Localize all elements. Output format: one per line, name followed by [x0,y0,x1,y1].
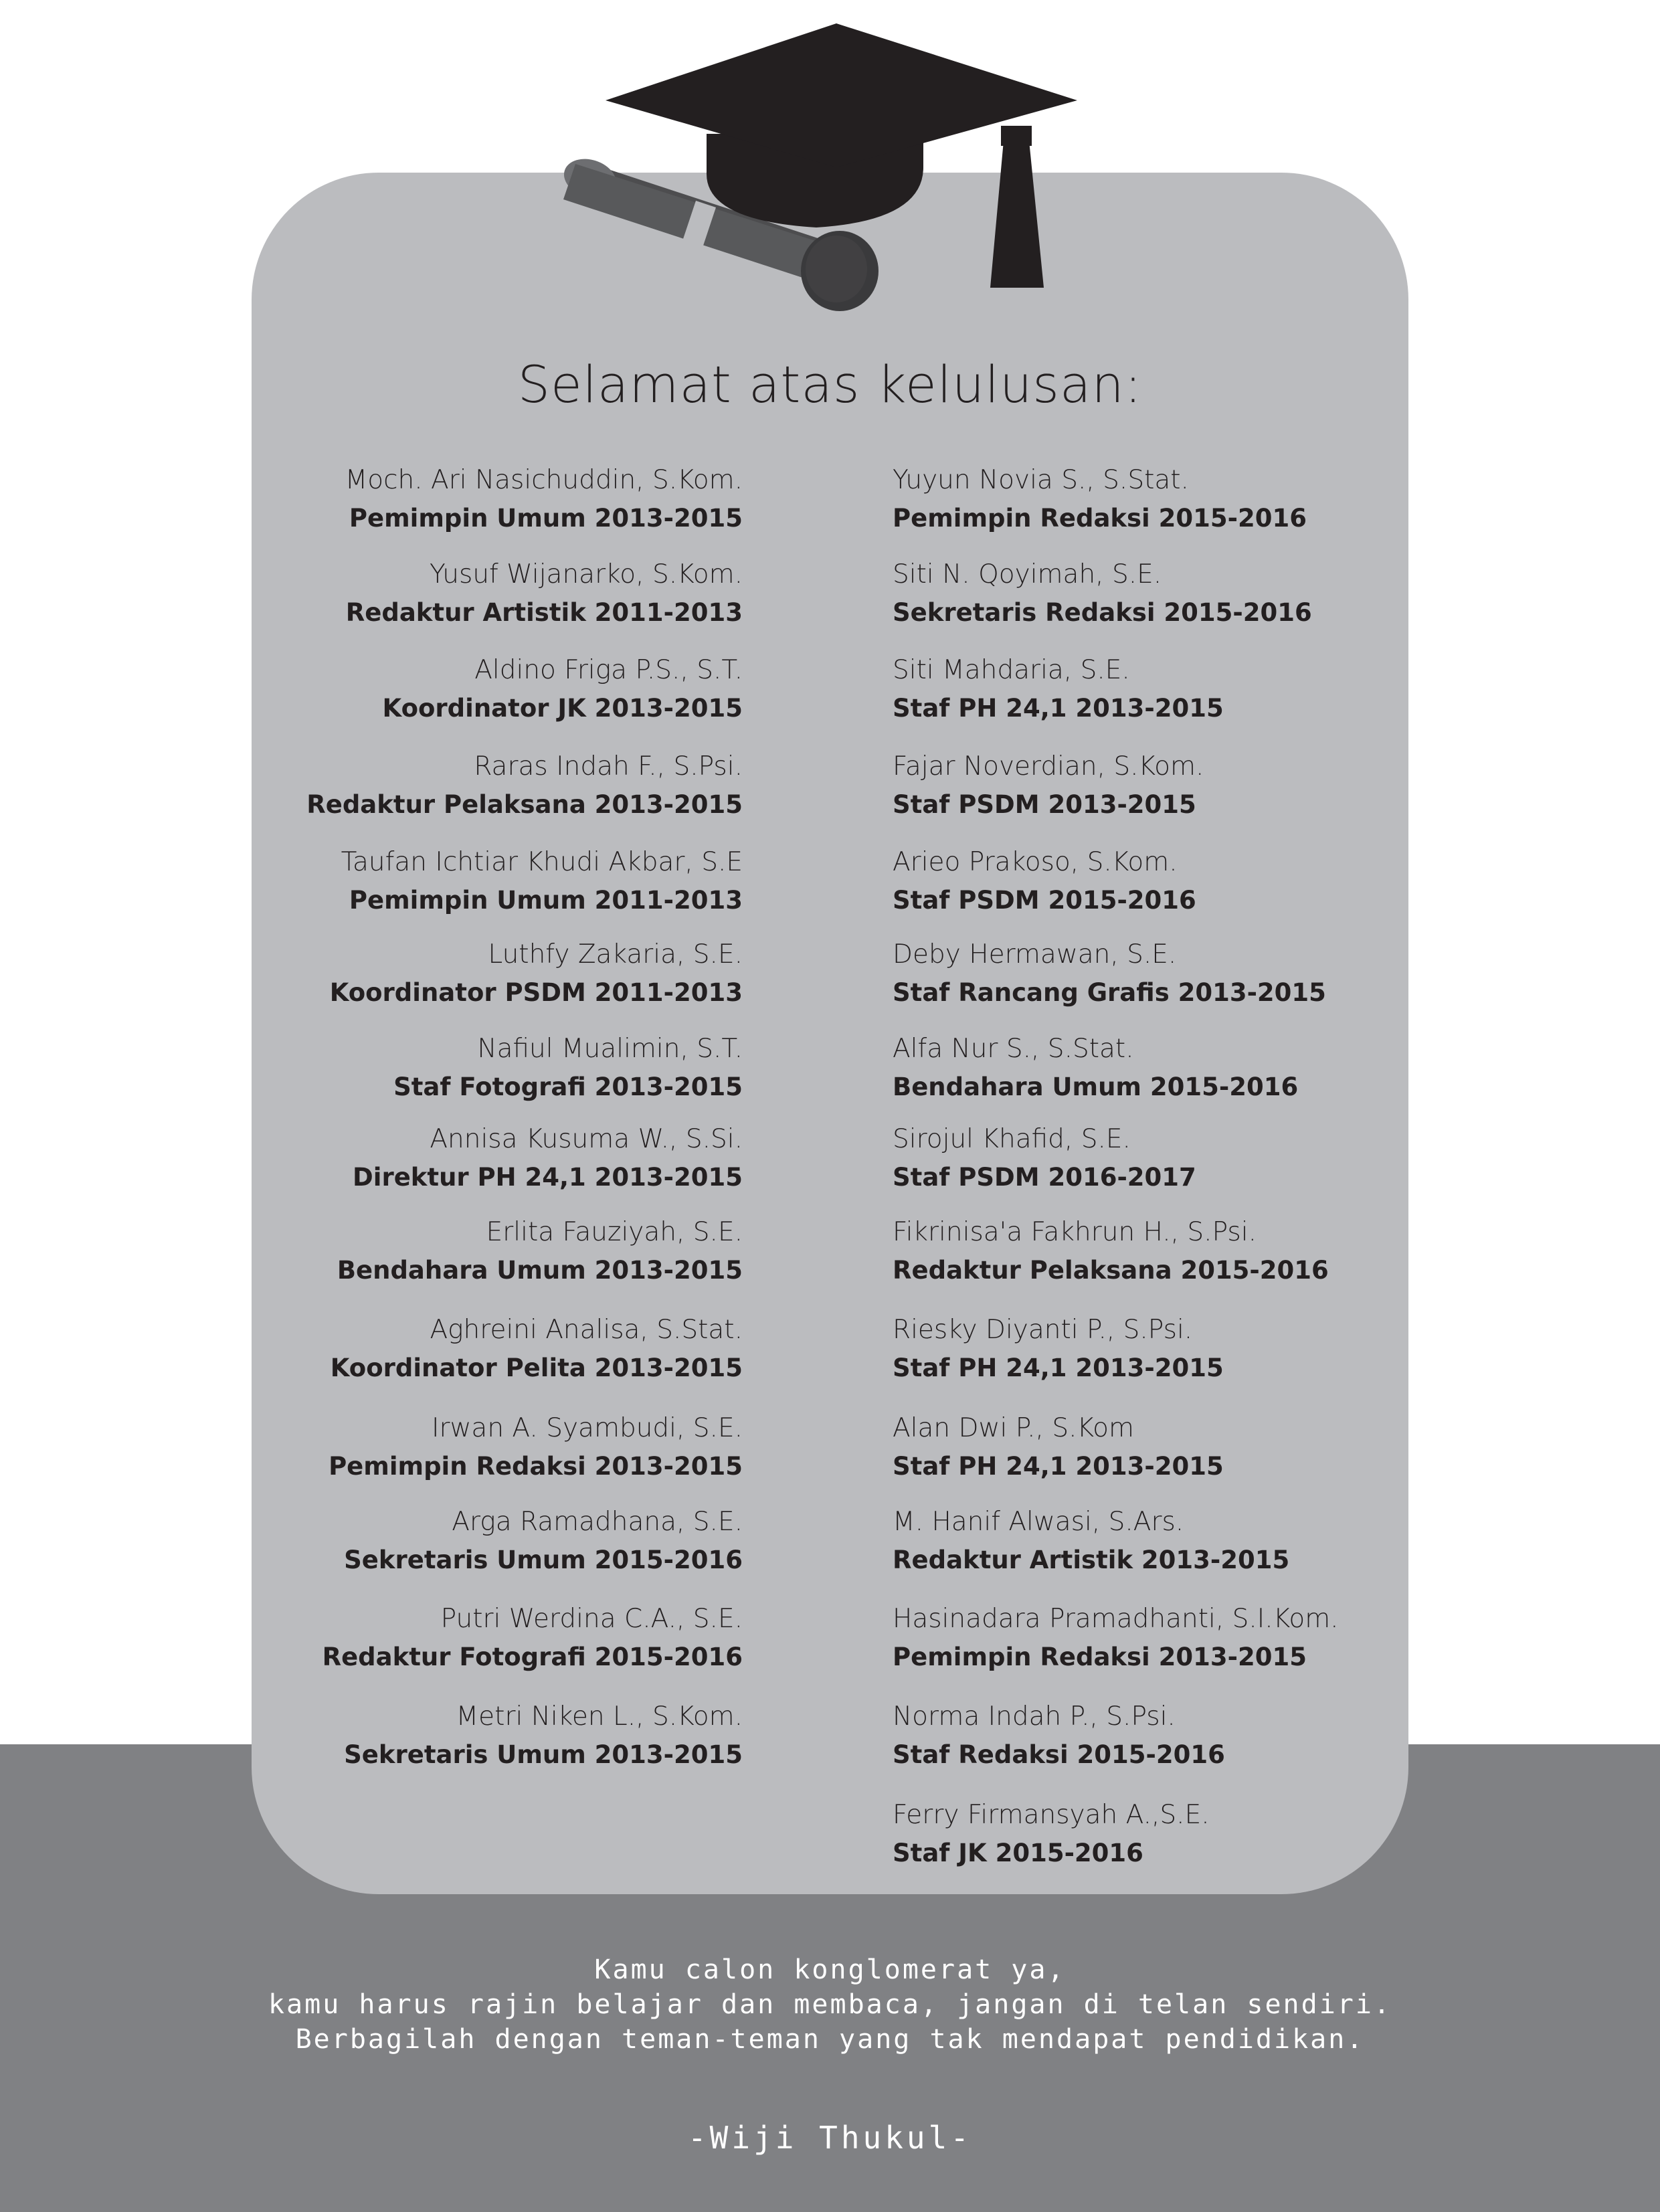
graduate-role: Pemimpin Redaksi 2013-2015 [893,1643,1307,1671]
list-item [383,652,743,728]
list-item [344,1503,743,1580]
graduate-role: Staf JK 2015-2016 [893,1839,1143,1867]
list-item [893,1121,1196,1197]
graduate-name: Alfa Nur S., S.Stat. [893,1034,1134,1064]
graduate-role: Sekretaris Umum 2013-2015 [344,1740,743,1769]
list-item [306,748,743,824]
list-item [353,1121,743,1197]
graduate-name: Yuyun Novia S., S.Stat. [893,465,1189,495]
list-item [345,462,743,538]
graduate-name: Aldino Friga P.S., S.T. [474,655,743,685]
graduate-role: Pemimpin Umum 2011-2013 [349,886,743,915]
graduate-role: Redaktur Pelaksana 2015-2016 [893,1256,1329,1285]
graduate-name: Sirojul Khafid, S.E. [893,1124,1131,1154]
graduate-role: Staf PSDM 2015-2016 [893,886,1196,915]
graduate-role: Staf PH 24,1 2013-2015 [893,1452,1224,1481]
list-item [893,1311,1224,1388]
graduate-role: Koordinator PSDM 2011-2013 [329,978,743,1007]
graduate-name: Moch. Ari Nasichuddin, S.Kom. [345,465,743,495]
quote-author: -Wiji Thukul- [687,2120,973,2156]
list-item [346,556,743,632]
graduate-name: Ferry Firmansyah A.,S.E. [893,1800,1210,1830]
list-item [344,1698,743,1774]
list-item [893,462,1307,538]
list-item [893,748,1204,824]
graduate-name: Luthfy Zakaria, S.E. [488,939,743,970]
graduate-name: Yusuf Wijanarko, S.Kom. [429,559,743,589]
list-item [893,1698,1225,1774]
graduate-role: Staf Fotografi 2013-2015 [393,1073,743,1101]
list-item [322,1600,743,1677]
graduate-name: Deby Hermawan, S.E. [893,939,1177,970]
graduate-role: Redaktur Artistik 2011-2013 [345,598,743,627]
graduate-role: Redaktur Artistik 2013-2015 [893,1546,1290,1574]
graduate-role: Redaktur Fotografi 2015-2016 [322,1643,743,1671]
graduate-role: Staf PSDM 2013-2015 [893,790,1196,819]
list-item [893,844,1196,920]
graduate-name: Arieo Prakoso, S.Kom. [893,847,1178,877]
graduate-name: Siti N. Qoyimah, S.E. [893,559,1162,589]
graduate-name: Taufan Ichtiar Khudi Akbar, S.E [341,847,743,877]
list-item [330,936,743,1012]
graduate-name: Aghreini Analisa, S.Stat. [430,1315,743,1345]
graduate-name: Norma Indah P., S.Psi. [893,1701,1176,1732]
graduate-role: Pemimpin Umum 2013-2015 [349,504,743,533]
page-title: Selamat atas kelulusan: [517,355,1143,414]
graduate-role: Staf PH 24,1 2013-2015 [893,694,1224,723]
graduate-name: Alan Dwi P., S.Kom [893,1413,1134,1443]
list-item [893,1410,1224,1486]
list-item [893,1600,1339,1677]
graduate-role: Staf Redaksi 2015-2016 [893,1740,1225,1769]
list-item [341,844,743,920]
list-item [893,652,1224,728]
graduate-name: Riesky Diyanti P., S.Psi. [893,1315,1193,1345]
graduate-name: Annisa Kusuma W., S.Si. [430,1124,743,1154]
graduate-name: Putri Werdina C.A., S.E. [440,1604,743,1634]
graduate-name: Fajar Noverdian, S.Kom. [893,751,1204,781]
quote-line: Berbagilah dengan teman-teman yang tak mendapat pendidikan. [295,2024,1365,2055]
list-item [893,1503,1289,1580]
graduation-illustration [549,20,1084,348]
list-item [893,556,1312,632]
list-item [893,1030,1298,1107]
graduate-name: M. Hanif Alwasi, S.Ars. [893,1507,1184,1537]
graduate-name: Erlita Fauziyah, S.E. [486,1217,743,1247]
graduate-name: Siti Mahdaria, S.E. [893,655,1130,685]
graduate-name: Irwan A. Syambudi, S.E. [431,1413,743,1443]
graduate-name: Arga Ramadhana, S.E. [452,1507,743,1537]
list-item [893,1796,1210,1873]
graduate-role: Bendahara Umum 2013-2015 [337,1256,743,1285]
list-item [893,936,1326,1012]
list-item [331,1311,743,1388]
list-item [337,1214,743,1290]
quote-block [0,1952,1660,2057]
graduate-role: Bendahara Umum 2015-2016 [893,1073,1299,1101]
list-item [893,1214,1329,1290]
graduate-name: Raras Indah F., S.Psi. [474,751,743,781]
graduate-role: Koordinator JK 2013-2015 [382,694,743,723]
graduate-role: Staf PSDM 2016-2017 [893,1163,1196,1192]
graduate-role: Direktur PH 24,1 2013-2015 [353,1163,743,1192]
graduate-role: Redaktur Pelaksana 2013-2015 [306,790,743,819]
graduate-role: Sekretaris Umum 2015-2016 [344,1546,743,1574]
list-item [329,1410,743,1486]
quote-line: kamu harus rajin belajar dan membaca, jangan di telan sendiri. [268,1989,1392,2020]
graduate-role: Koordinator Pelita 2013-2015 [330,1354,743,1382]
graduate-name: Nafiul Mualimin, S.T. [477,1034,743,1064]
graduate-role: Pemimpin Redaksi 2013-2015 [329,1452,743,1481]
graduate-name: Fikrinisa'a Fakhrun H., S.Psi. [893,1217,1257,1247]
graduate-role: Sekretaris Redaksi 2015-2016 [893,598,1312,627]
graduate-name: Metri Niken L., S.Kom. [456,1701,743,1732]
graduate-role: Staf Rancang Grafis 2013-2015 [893,978,1326,1007]
quote-line: Kamu calon konglomerat ya, [594,1954,1066,1985]
list-item [393,1030,743,1107]
graduate-role: Pemimpin Redaksi 2015-2016 [893,504,1307,533]
graduate-role: Staf PH 24,1 2013-2015 [893,1354,1224,1382]
graduate-name: Hasinadara Pramadhanti, S.I.Kom. [893,1604,1339,1634]
